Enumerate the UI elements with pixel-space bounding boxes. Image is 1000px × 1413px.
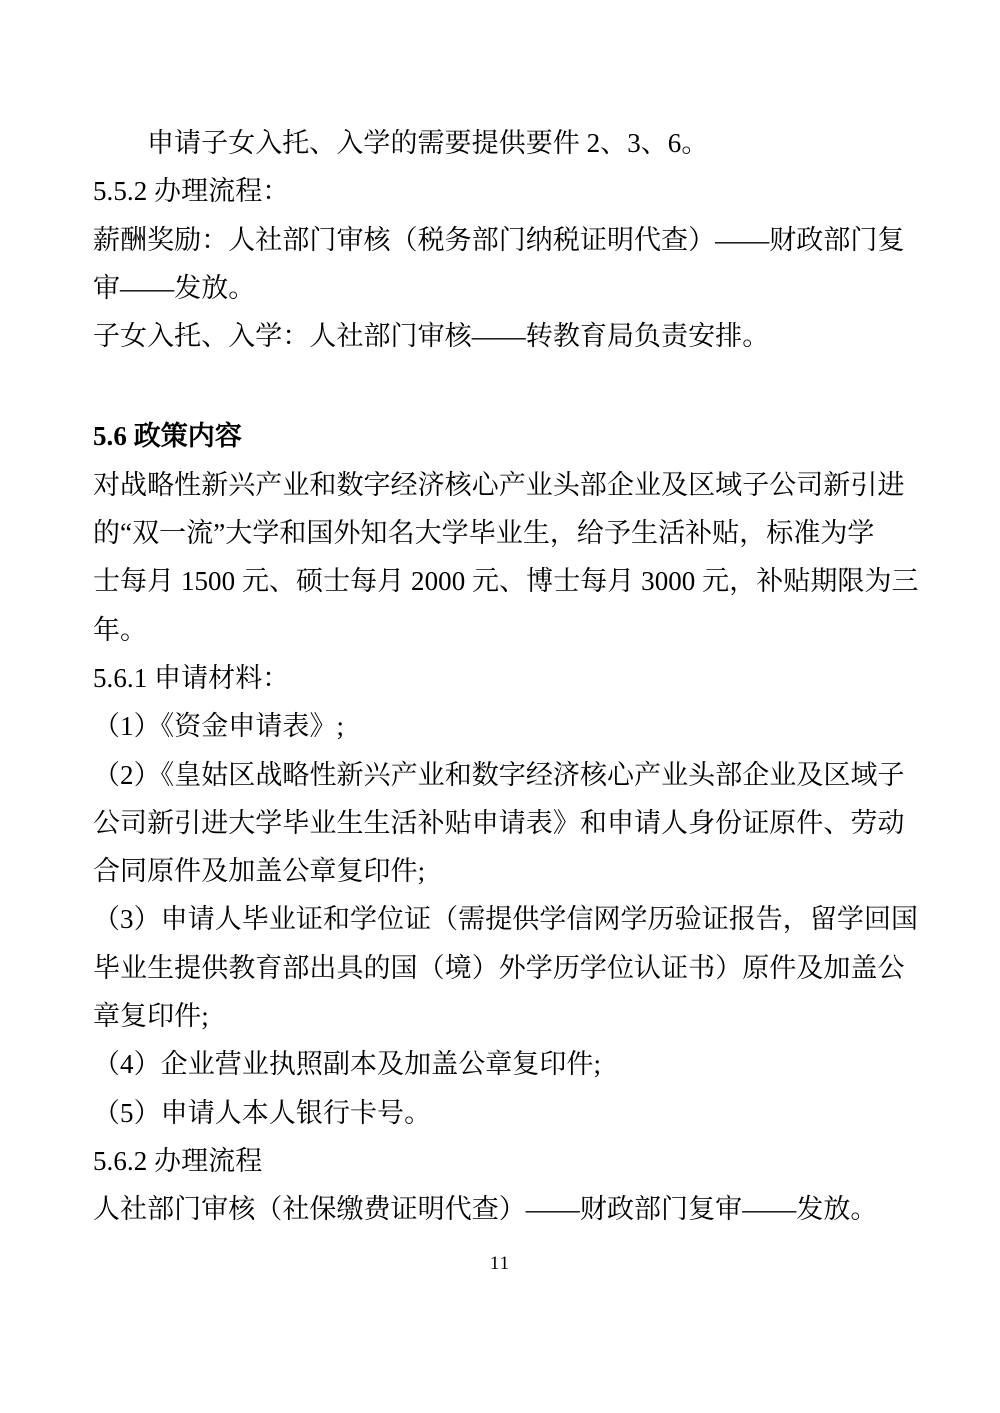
list-item-material-2-line-3: 合同原件及加盖公章复印件; — [93, 856, 426, 887]
para-policy-line-2: 的“双一流”大学和国外知名大学毕业生，给予生活补贴，标准为学 — [93, 518, 875, 549]
list-item-material-3-line-3: 章复印件; — [93, 1001, 209, 1032]
heading-5-6-2-process: 5.6.2 办理流程 — [93, 1145, 263, 1176]
list-item-material-1: （1）《资金申请表》; — [93, 711, 345, 742]
para-process-5-6-2: 人社部门审核（社保缴费证明代查）——财政部门复审——发放。 — [93, 1194, 878, 1225]
heading-5-5-2-process: 5.5.2 办理流程： — [93, 176, 290, 207]
para-children-requirements: 申请子女入托、入学的需要提供要件 2、3、6。 — [147, 128, 709, 158]
list-item-material-5: （5）申请人本人银行卡号。 — [93, 1097, 432, 1128]
para-policy-line-3: 士每月 1500 元、硕士每月 2000 元、博士每月 3000 元，补贴期限为三 — [93, 566, 919, 597]
para-salary-process-line-1: 薪酬奖励：人社部门审核（税务部门纳税证明代查）——财政部门复 — [93, 224, 905, 255]
list-item-material-4: （4）企业营业执照副本及加盖公章复印件; — [93, 1049, 602, 1080]
heading-5-6-1-materials: 5.6.1 申请材料： — [93, 662, 290, 693]
document-body — [93, 119, 919, 1234]
list-item-material-3-line-1: （3）申请人毕业证和学位证（需提供学信网学历验证报告，留学回国 — [93, 904, 919, 935]
para-policy-line-4: 年。 — [93, 614, 148, 645]
para-policy-line-1: 对战略性新兴产业和数字经济核心产业头部企业及区域子公司新引进 — [93, 469, 905, 500]
heading-5-6-policy-content: 5.6 政策内容 — [93, 421, 242, 452]
list-item-material-2-line-1: （2）《皇姑区战略性新兴产业和数字经济核心产业头部企业及区域子 — [93, 759, 905, 790]
para-salary-process-line-2: 审——发放。 — [93, 272, 256, 303]
page-number: 11 — [489, 1253, 511, 1274]
para-children-process: 子女入托、入学：人社部门审核——转教育局负责安排。 — [93, 321, 770, 352]
list-item-material-3-line-2: 毕业生提供教育部出具的国（境）外学历学位认证书）原件及加盖公 — [93, 952, 905, 983]
list-item-material-2-line-2: 公司新引进大学毕业生生活补贴申请表》和申请人身份证原件、劳动 — [93, 807, 905, 838]
